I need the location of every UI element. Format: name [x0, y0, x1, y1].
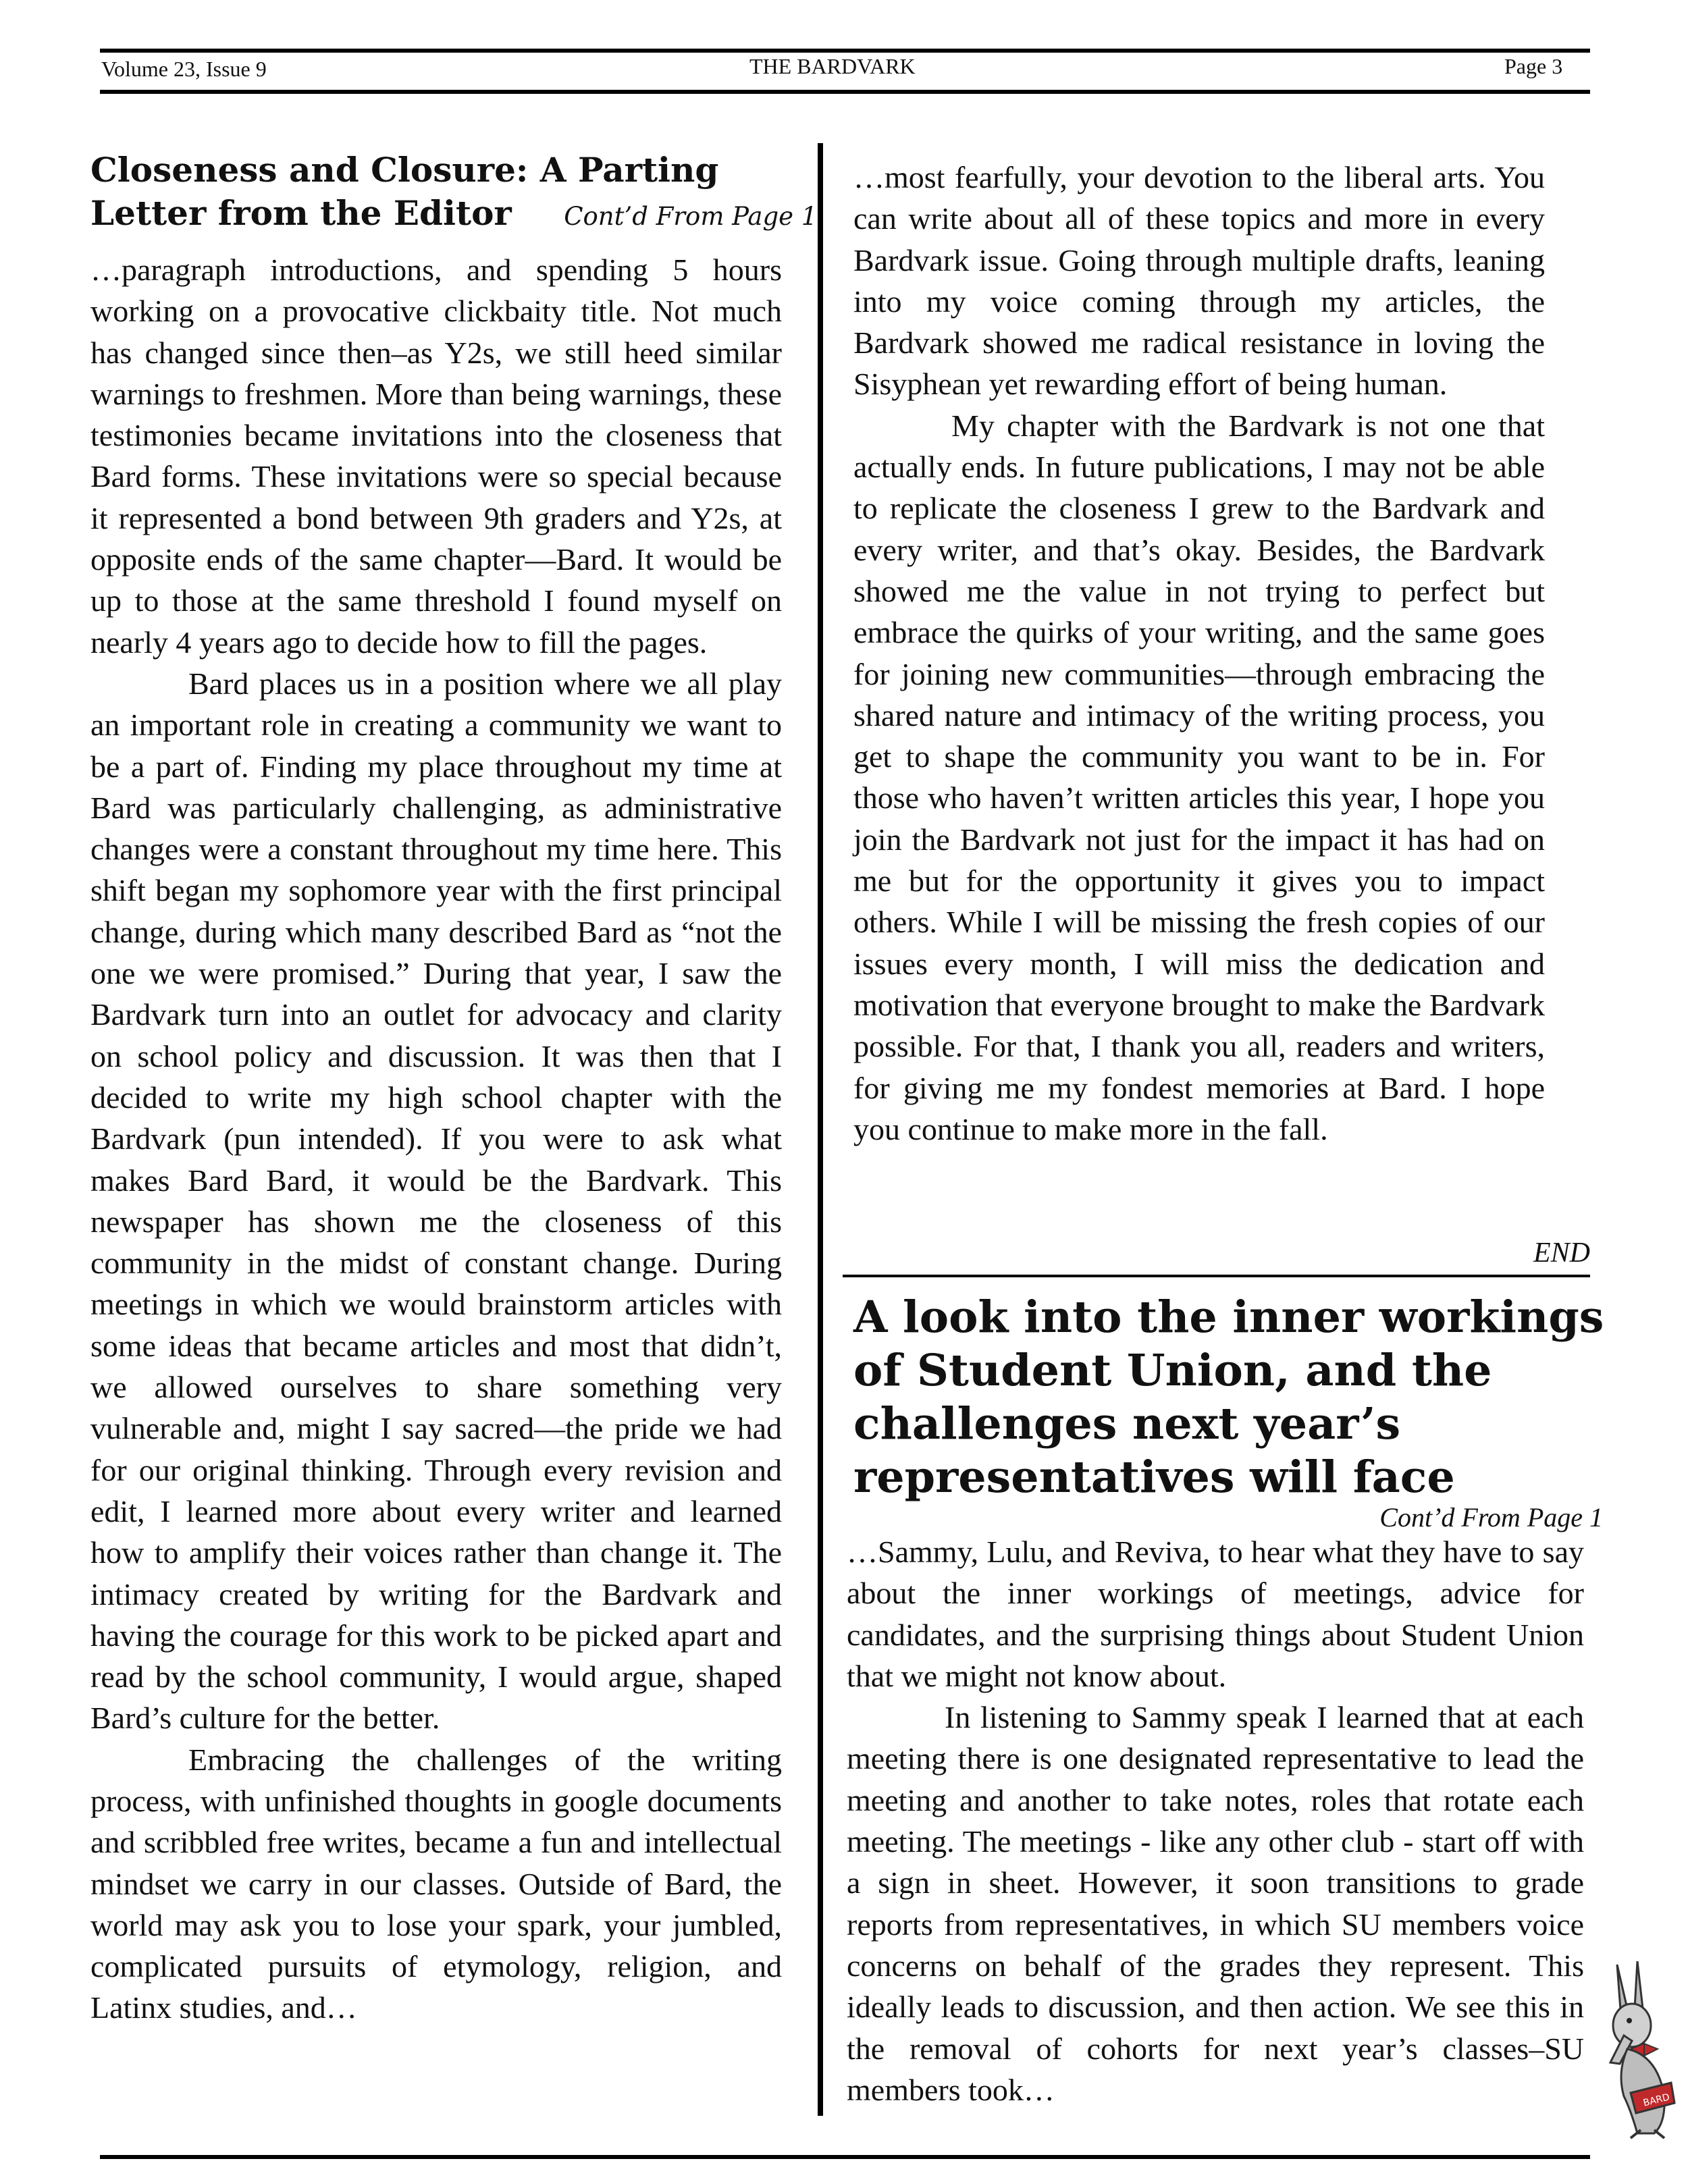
- svg-text:BARD: BARD: [1642, 2092, 1671, 2109]
- continued-from-label: Cont’d From Page 1: [564, 202, 818, 231]
- article-student-union: [853, 1291, 1603, 1533]
- article-title-line: Letter from the Editor Cont’d From Page 1: [90, 193, 818, 233]
- article-title-line: A look into the inner workings: [853, 1291, 1604, 1343]
- article-title-line: challenges next year’s: [853, 1398, 1401, 1449]
- header-bottom-rule: [100, 90, 1590, 94]
- article-end-marker: END: [1533, 1237, 1590, 1269]
- page-number: Page 3: [1504, 54, 1563, 78]
- article-separator-rule: [843, 1275, 1590, 1277]
- article-editor-letter-continued: [853, 157, 1545, 1150]
- column-divider: [818, 143, 823, 2116]
- article-title-line: representatives will face: [853, 1451, 1455, 1503]
- article-paragraph: In listening to Sammy speak I learned that at each meeting there is one designated representative to lead the meeting and another to take notes, roles that rotate each meeting. The meetings - like any other club - start off with a sign in sheet. However, it soon transitions to grade reports from representatives, in which SU members voice concerns on behalf of the grades they represent. This ideally leads to discussion, and then action. We see this in the removal of cohorts for next year’s classes–SU members took…: [847, 1700, 1584, 2107]
- article-paragraph: Bard places us in a position where we all play an important role in creating a community we want to be a part of. Finding my place throughout my time at Bard was particularly challenging, as administrative changes were a constant throughout my time here. This shift began my sophomore year with the first principal change, during which many described Bard as “not the one we were promised.” During that year, I saw the Bardvark turn into an outlet for advocacy and clarity on school policy and discussion. It was then that I decided to write my high school chapter with the Bardvark (pun intended). If you were to ask what makes Bard Bard, it would be the Bardvark. This newspaper has shown me the closeness of this community in the midst of constant change. During meetings in which we would brainstorm articles with some ideas that became articles and most that didn’t, we allowed ourselves to share something very vulnerable and, might I say sacred—the pride we had for our original thinking. Through every revision and edit, I learned more about every writer and learned how to amplify their voices rather than change it. The intimacy created by writing for the Bardvark and having the courage for this work to be picked apart and read by the school community, I would argue, shaped Bard’s culture for the better.: [90, 666, 782, 1736]
- article-paragraph: …most fearfully, your devotion to the liberal arts. You can write about all of these topics and more in every Bardvark issue. Going through multiple drafts, leaning into my voice coming through my articles, the Bardvark showed me radical resistance in loving the Sisyphean yet rewarding effort of being human.: [853, 160, 1545, 402]
- article-paragraph: …paragraph introductions, and spending 5 hours working on a provocative clickbaity title. Not much has changed since then–as Y2s, we still heed similar warnings to freshmen. More than being warnings, these testimonies became invitations into the closeness that Bard forms. These invitations were so special because it represented a bond between 9th graders and Y2s, at opposite ends of the same chapter—Bard. It would be up to those at the same threshold I found myself on nearly 4 years ago to decide how to fill the pages.: [90, 252, 782, 660]
- volume-issue: Volume 23, Issue 9: [101, 57, 267, 81]
- article-body: [90, 249, 782, 2029]
- publication-name: THE BARDVARK: [749, 54, 916, 78]
- article-title-line: of Student Union, and the: [853, 1345, 1492, 1396]
- bardvark-mascot-icon: [1590, 1961, 1685, 2140]
- article-student-union-body: [847, 1531, 1584, 2110]
- continued-from-label: Cont’d From Page 1: [1379, 1502, 1603, 1533]
- article-paragraph: …Sammy, Lulu, and Reviva, to hear what they have to say about the inner workings of meetings, advice for candidates, and the surprising things about Student Union that we might not know about.: [847, 1535, 1584, 1693]
- article-title: [90, 149, 818, 238]
- article-paragraph: Embracing the challenges of the writing process, with unfinished thoughts in google documents and scribbled free writes, became a fun and intellectual mindset we carry in our classes. Outside of Bard, the world may ask you to lose your spark, your jumbled, complicated pursuits of etymology, religion, and Latinx studies, and…: [90, 1742, 782, 2025]
- article-title-line: Closeness and Closure: A Parting: [90, 150, 719, 190]
- bardvark-mascot-svg: [1590, 1961, 1685, 2140]
- article-editor-letter: [90, 149, 818, 2029]
- header-top-rule: [100, 49, 1590, 53]
- footer-rule: [100, 2155, 1590, 2159]
- article-paragraph: My chapter with the Bardvark is not one that actually ends. In future publications, I may not be able to replicate the closeness I grew to the Bardvark and every writer, and that’s okay. Besides, the Bardvark showed me the value in not trying to perfect but embrace the quirks of your writing, and the same goes for joining new communities—through embracing the shared nature and intimacy of the writing process, you get to shape the community you want to be in. For those who haven’t written articles this year, I hope you join the Bardvark not just for the impact it has had on me but for the opportunity it gives you to impact others. While I will be missing the fresh copies of our issues every month, I will miss the dedication and motivation that everyone brought to make the Bardvark possible. For that, I thank you all, readers and writers, for giving me my fondest memories at Bard. I hope you continue to make more in the fall.: [853, 408, 1545, 1146]
- article-title: [853, 1291, 1603, 1504]
